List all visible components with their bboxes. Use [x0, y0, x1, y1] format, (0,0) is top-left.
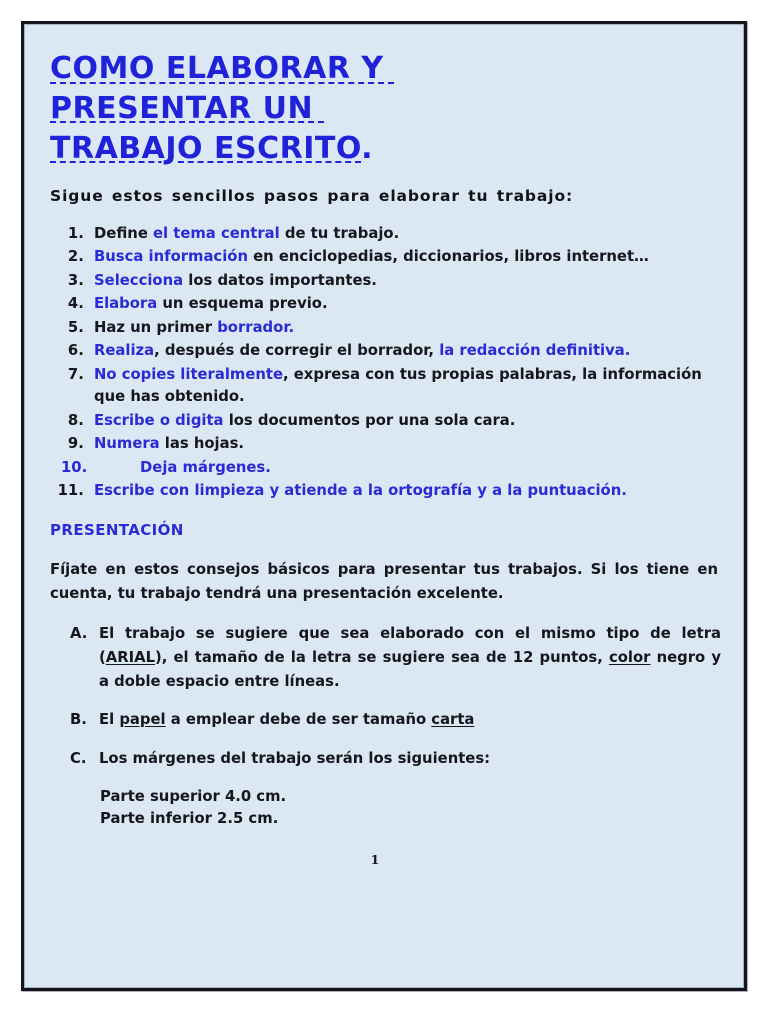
list-item-text: borrador. — [217, 318, 295, 336]
list-item — [89, 270, 721, 292]
page-number: 1 — [370, 851, 380, 867]
list-item-text: Selecciona — [94, 271, 184, 289]
list-item — [89, 223, 721, 245]
list-item — [61, 457, 721, 479]
list-item — [89, 246, 721, 268]
list-item-text: un esquema previo. — [157, 295, 328, 313]
list-item-text: Escribe o digita — [94, 411, 224, 429]
document-page — [21, 21, 747, 991]
lettered-item-text: El — [99, 711, 120, 729]
lettered-list-marker: A. — [70, 625, 88, 643]
list-item-text: , después de corregir el borrador, — [154, 342, 440, 360]
list-item-text: No copies literalmente — [94, 365, 283, 383]
list-item-text: Deja márgenes. — [140, 458, 271, 476]
list-item-text: Busca información — [94, 248, 248, 266]
lettered-list-marker: B. — [70, 711, 87, 729]
underlined-term: ARIAL — [105, 648, 155, 666]
list-item — [89, 364, 721, 409]
list-item — [89, 340, 721, 362]
title-line-2: PRESENTAR UN — [50, 90, 325, 126]
lettered-item-text: El trabajo se sugiere que sea elaborado con el mismo tipo de letra ( — [99, 625, 721, 666]
list-item — [89, 293, 721, 315]
list-item-text: , expresa con tus propias palabras, la información que has obtenido. — [94, 365, 702, 406]
list-item-text: Elabora — [94, 295, 158, 313]
list-item — [89, 433, 721, 455]
lettered-item-text: ), el tamaño de la letra se sugiere sea de 12 puntos, — [155, 648, 609, 666]
list-item-text: Haz un primer — [94, 318, 218, 336]
lettered-list-marker: C. — [70, 749, 87, 767]
list-item-text: Realiza — [94, 342, 155, 360]
list-item-text: Escribe con limpieza y atiende a la ortografía y a la puntuación. — [94, 482, 627, 499]
page-content-area — [24, 24, 744, 988]
list-item-text: Define — [94, 224, 154, 242]
margins-block — [100, 786, 721, 830]
margin-spec-line: Parte inferior 2.5 cm. — [100, 809, 279, 827]
underlined-term: color — [608, 648, 651, 666]
list-item — [89, 480, 721, 502]
lead-heading: Sigue estos sencillos pasos para elaborar tu trabajo: — [50, 186, 574, 205]
underlined-term: papel — [119, 711, 166, 729]
lettered-item-text: Los márgenes del trabajo serán los siguientes: — [99, 749, 491, 767]
page-title — [50, 49, 721, 169]
title-line-1: COMO ELABORAR Y — [50, 51, 395, 86]
list-item-text: en enciclopedias, diccionarios, libros internet… — [247, 248, 649, 266]
list-item-text: la redacción definitiva. — [439, 342, 631, 360]
list-item-text: Numera — [94, 435, 160, 453]
list-item-text: los datos importantes. — [183, 271, 377, 289]
lettered-list-item — [70, 622, 721, 693]
presentation-paragraph: Fíjate en estos consejos básicos para presentar tus trabajos. Si los tiene en cuenta, tu trabajo tendrá una presentación excelente. — [50, 561, 718, 602]
title-line-3: TRABAJO ESCRITO. — [50, 130, 374, 166]
lettered-item-text: negro y a doble espacio entre líneas. — [99, 648, 721, 690]
list-item-number: 10. — [61, 458, 88, 476]
list-item — [89, 410, 721, 432]
lettered-list — [47, 622, 721, 770]
presentation-heading: PRESENTACIÓN — [50, 521, 184, 540]
lettered-item-text: a emplear debe de ser tamaño — [165, 711, 432, 729]
lettered-list-item — [70, 708, 721, 732]
list-item-text: los documentos por una sola cara. — [223, 411, 516, 429]
steps-list — [47, 223, 721, 503]
list-item — [89, 317, 721, 339]
underlined-term: carta — [431, 711, 475, 729]
list-item-text: de tu trabajo. — [279, 224, 400, 242]
margin-spec-line: Parte superior 4.0 cm. — [100, 787, 287, 805]
list-item-text: el tema central — [153, 224, 280, 242]
list-item-text: las hojas. — [159, 435, 245, 453]
lettered-list-item — [70, 747, 721, 771]
